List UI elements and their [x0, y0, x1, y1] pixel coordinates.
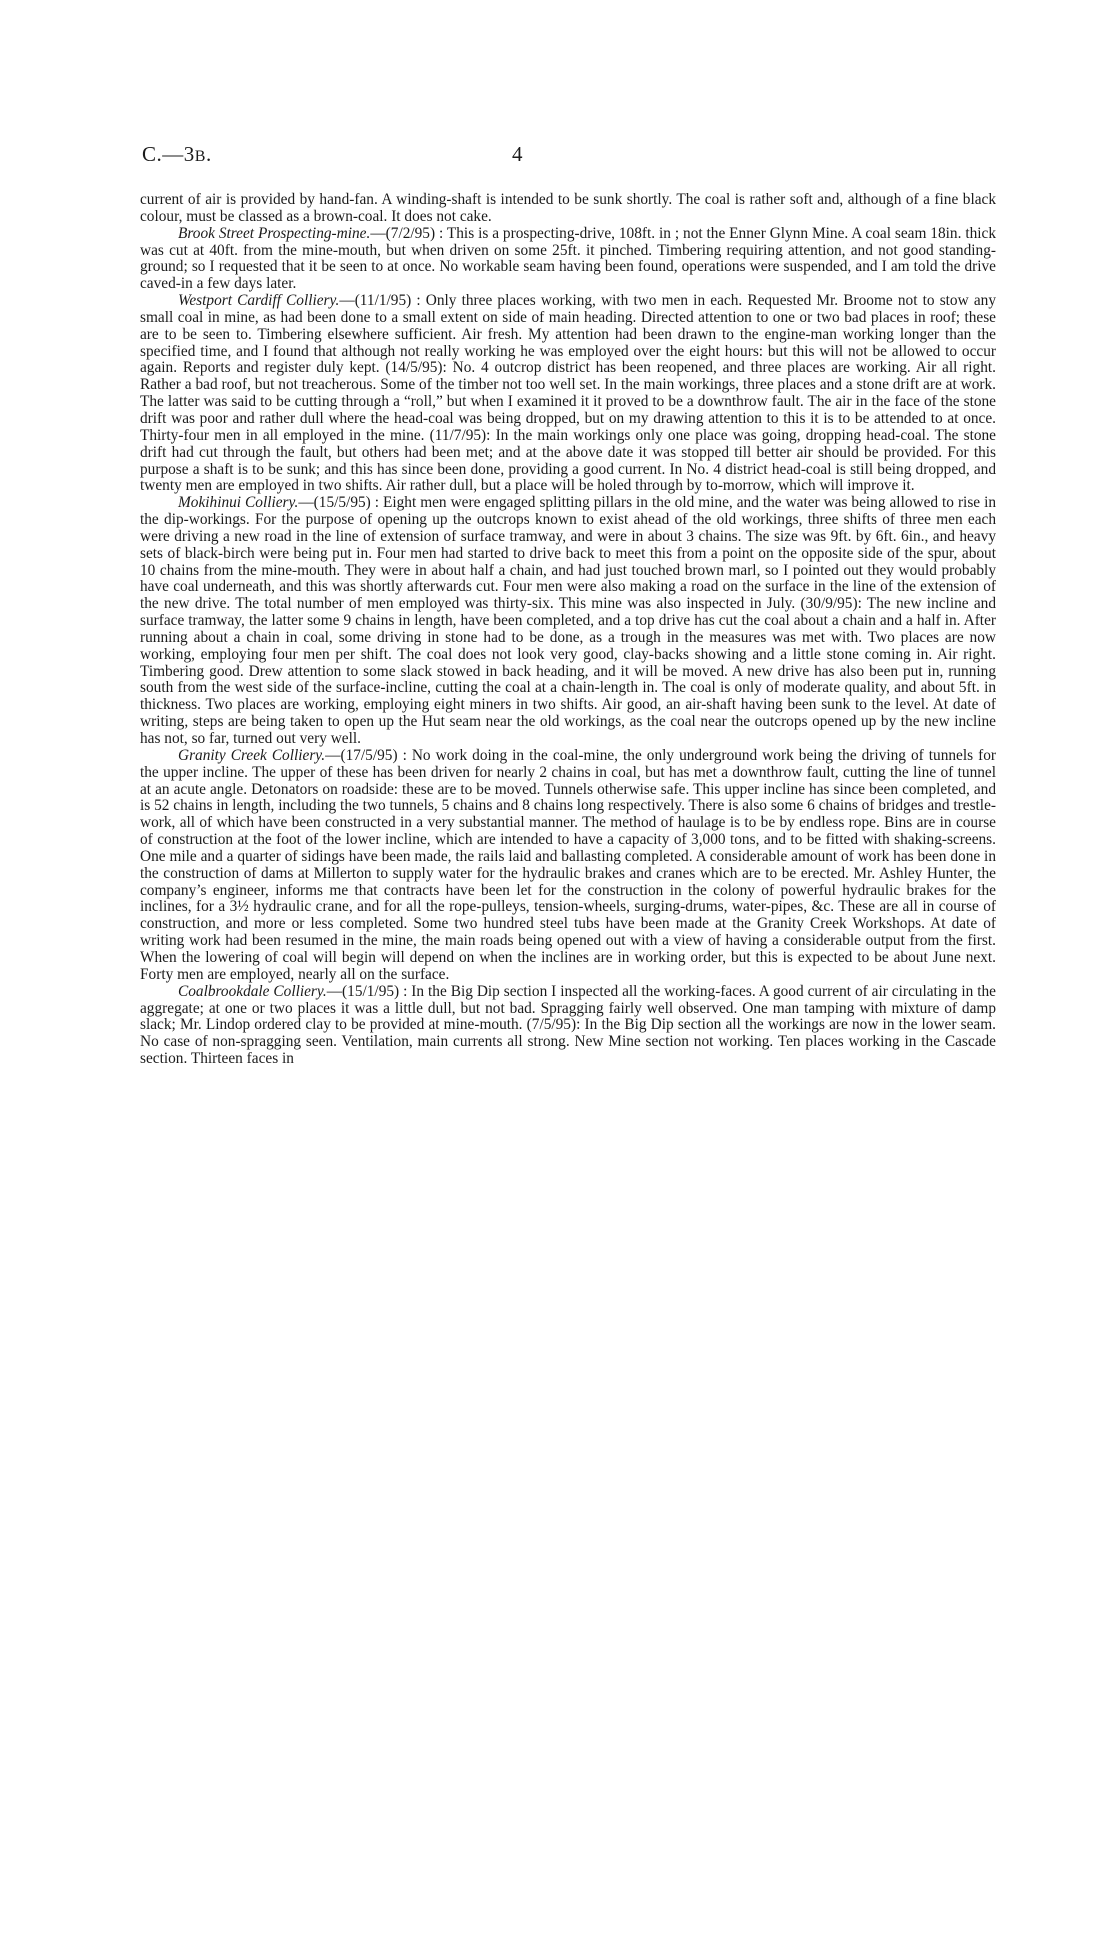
report-code: C.—3B. — [142, 142, 212, 166]
page-header — [142, 142, 992, 168]
section-body: —(7/2/95) : This is a prospecting-drive, 108ft. in ; not the Enner Glynn Mine. A coal seam 18in. thick was cut at 40ft. from the mine-mouth, but when driven on some 25ft. it pinched. Timbering requiring attention, and not good standing-ground; so I requested that it be seen to at once. No workable seam having been found, operations were suspended, and I am told the drive caved-in a few days later. — [140, 224, 996, 293]
intro-paragraph: current of air is provided by hand-fan. A winding-shaft is intended to be sunk shortly. The coal is rather soft and, although of a fine black colour, must be classed as a brown-coal. It does not cake. — [140, 191, 996, 225]
section-coalbrookdale — [140, 984, 996, 1068]
section-title: Westport Cardiff Colliery. — [178, 292, 340, 310]
section-body: —(15/5/95) : Eight men were engaged splitting pillars in the old mine, and the water was being allowed to rise in the dip-workings. For the purpose of opening up the outcrops known to exist ahead of the old workings, three shifts of three men each were driving a new road in the line of extension of surface tramway, and were in about 3 chains. The size was 9ft. by 6ft. 6in., and heavy sets of black-birch were being put in. Four men had started to drive back to meet this from a point on the opposite side of the spur, about 10 chains from the mine-mouth. They were in about half a chain, and had just touched brown marl, so I pointed out they would probably have coal underneath, and this was shortly afterwards cut. Four men were also making a road on the surface in the line of the extension of the new drive. The total number of men employed was thirty-six. This mine was also inspected in July. (30/9/95): The new incline and surface tramway, the latter some 9 chains in length, have been completed, and a top drive has cut the coal about a chain and a half in. After running about a chain in coal, some driving in stone had to be done, as a trough in the measures was met with. Two places are now working, employing four men per shift. The coal does not look very good, clay-backs showing and a little stone coming in. Air right. Timbering good. Drew attention to some slack stowed in back heading, and it will be moved. A new drive has also been put in, running south from the west side of the surface-incline, cutting the coal at a chain-length in. The coal is only of moderate quality, and about 5ft. in thickness. Two places are working, employing eight miners in two shifts. Air good, an air-shaft having been sunk to the level. At date of writing, steps are being taken to open up the Hut seam near the old workings, as the coal near the outcrops opened up by the new incline has not, so far, turned out very well. — [140, 494, 997, 747]
section-body: —(17/5/95) : No work doing in the coal-mine, the only underground work being the driving of tunnels for the upper incline. The upper of these has been driven for nearly 2 chains in coal, but has met a downthrow fault, cutting the line of tunnel at an acute angle. Detonators on roadside: these are to be moved. Tunnels otherwise safe. This upper incline has since been completed, and is 52 chains in length, including the two tunnels, 5 chains and 8 chains long respectively. There is also some 6 chains of bridges and trestle-work, all of which have been constructed in a very substantial manner. The method of haulage is to be by endless rope. Bins are in course of construction at the foot of the lower incline, which are intended to have a capacity of 3,000 tons, and to be fitted with shaking-screens. One mile and a quarter of sidings have been made, the rails laid and ballasting completed. A considerable amount of work has been done in the construction of dams at Millerton to supply water for the hydraulic brakes and cranes which are to be erected. Mr. Ashley Hunter, the company’s engineer, informs me that contracts have been let for the construction in the colony of powerful hydraulic brakes for the inclines, for a 3½ hydraulic crane, and for all the rope-pulleys, tension-wheels, surging-drums, water-pipes, &c. These are all in course of construction, and more or less completed. Some two hundred steel tubs have been made at the Granity Creek Workshops. At date of writing work had been resumed in the mine, the main roads being opened out with a view of having a considerable output from the first. When the lowering of coal will begin will depend on when the inclines are in working order, but this is expected to be about June next. Forty men are employed, nearly all on the surface. — [140, 746, 997, 983]
section-body: —(15/1/95) : In the Big Dip section I inspected all the working-faces. A good current of air circulating in the aggregate; at one or two places it was a little dull, but not bad. Spragging fairly well observed. One man tamping with mixture of damp slack; Mr. Lindop ordered clay to be provided at mine-mouth. (7/5/95): In the Big Dip section all the workings are now in the lower seam. No case of non-spragging seen. Ventilation, main currents all strong. New Mine section not working. Ten places working in the Cascade section. Thirteen faces in — [140, 982, 996, 1068]
section-title: Mokihinui Colliery. — [178, 494, 299, 512]
section-brook-street — [140, 226, 996, 293]
section-title: Coalbrookdale Colliery. — [178, 982, 327, 1000]
section-westport-cardiff — [140, 293, 996, 495]
page-number: 4 — [512, 142, 523, 166]
report-body — [140, 192, 996, 1068]
section-mokihinui — [140, 495, 996, 748]
section-title: Brook Street Prospecting-mine. — [178, 224, 371, 242]
section-title: Granity Creek Colliery. — [178, 746, 326, 764]
section-granity-creek — [140, 748, 996, 984]
section-body: —(11/1/95) : Only three places working, with two men in each. Requested Mr. Broome not to stow any small coal in mine, as had been done to a small extent on side of main heading. Directed attention to one or two bad places in roof; these are to be seen to. Timbering elsewhere sufficient. Air fresh. My attention had been drawn to the engine-man working longer than the specified time, and I found that although not really working he was employed over the eight hours: but this will not be allowed to occur again. Reports and register duly kept. (14/5/95): No. 4 outcrop district has been reopened, and three places are working. Air all right. Rather a bad roof, but not treacherous. Some of the timber not too well set. In the main workings, three places and a stone drift are at work. The latter was said to be cutting through a “roll,” but when I examined it it proved to be a downthrow fault. The air in the face of the stone drift was poor and rather dull where the head-coal was being dropped, but on my drawing attention to this it is to be attended to at once. Thirty-four men in all employed in the mine. (11/7/95): In the main workings only one place was going, dropping head-coal. The stone drift had cut through the fault, but others had been met; and at the above date it was stopped till better air should be provided. For this purpose a shaft is to be sunk; and this has since been done, providing a good current. In No. 4 district head-coal is still being dropped, and twenty men are employed in two shifts. Air rather dull, but a place will be holed through by to-morrow, which will improve it. — [140, 292, 996, 495]
